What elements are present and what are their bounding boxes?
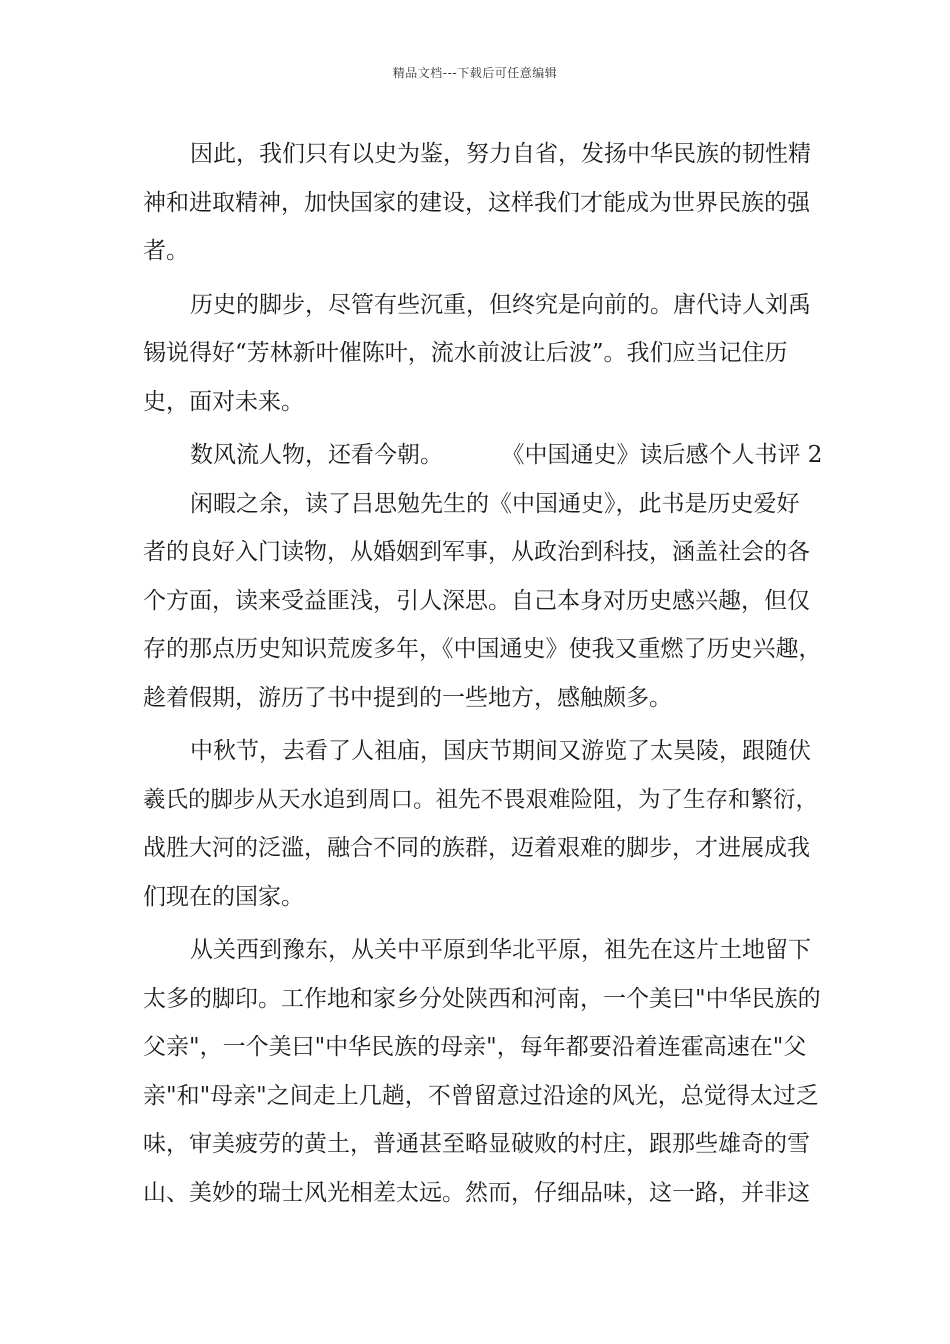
paragraph (143, 926, 821, 1217)
text-line: 山、美妙的瑞士风光相差太远。然而，仔细品味，这一路，并非这 (143, 1179, 810, 1206)
text-line: 因此，我们只有以史为鉴，努力自省，发扬中华民族的韧性精 (190, 141, 811, 167)
text-line: 趁着假期，游历了书中提到的一些地方，感触颇多。 (143, 684, 672, 711)
text-line: 味，审美疲劳的黄土，普通甚至略显破败的村庄，跟那些雄奇的雪 (143, 1131, 810, 1157)
paragraph (143, 480, 821, 723)
text-line: 战胜大河的泛滥，融合不同的族群，迈着艰难的脚步，才进展成我 (143, 835, 810, 861)
text-line: 羲氏的脚步从天水追到周口。祖先不畏艰难险阻，为了生存和繁衍， (143, 786, 819, 813)
text-line: 亲"和"母亲"之间走上几趟，不曾留意过沿途的风光，总觉得太过乏 (143, 1082, 819, 1109)
paragraph (143, 727, 821, 921)
document-body (143, 130, 821, 1217)
text-line: 锡说得好“芳林新叶催陈叶，流水前波让后波”。我们应当记住历 (143, 340, 788, 366)
paragraph (143, 281, 821, 427)
text-line: 者的良好入门读物，从婚姻到军事，从政治到科技，涵盖社会的各 (143, 539, 810, 565)
text-line: 父亲"，一个美曰"中华民族的母亲"，每年都要沿着连霍高速在"父 (143, 1034, 807, 1060)
page-header: 精品文档---下载后可任意编辑 (392, 66, 558, 80)
text-line: 太多的脚印。工作地和家乡分处陕西和河南，一个美曰"中华民族的 (143, 985, 821, 1012)
text-line: 者。 (143, 238, 189, 264)
text-line: 史，面对未来。 (143, 388, 304, 415)
text-line: 们现在的国家。 (143, 883, 304, 910)
text-line: 从关西到豫东，从关中平原到华北平原，祖先在这片土地留下 (190, 937, 811, 963)
text-line: 闲暇之余，读了吕思勉先生的《中国通史》，此书是历史爱好 (190, 490, 800, 517)
paragraph (143, 431, 821, 480)
paragraph (143, 130, 821, 276)
text-line: 个方面，读来受益匪浅，引人深思。自己本身对历史感兴趣，但仅 (143, 587, 810, 614)
text-line: 数风流人物，还看今朝。 《中国通史》读后感个人书评 2 (190, 442, 823, 468)
text-line: 历史的脚步，尽管有些沉重，但终究是向前的。唐代诗人刘禹 (190, 291, 811, 318)
text-line: 中秋节，去看了人祖庙，国庆节期间又游览了太昊陵，跟随伏 (190, 738, 811, 764)
text-line: 神和进取精神，加快国家的建设，这样我们才能成为世界民族的强 (143, 189, 810, 216)
text-line: 存的那点历史知识荒废多年，《中国通史》使我又重燃了历史兴趣， (143, 636, 822, 662)
